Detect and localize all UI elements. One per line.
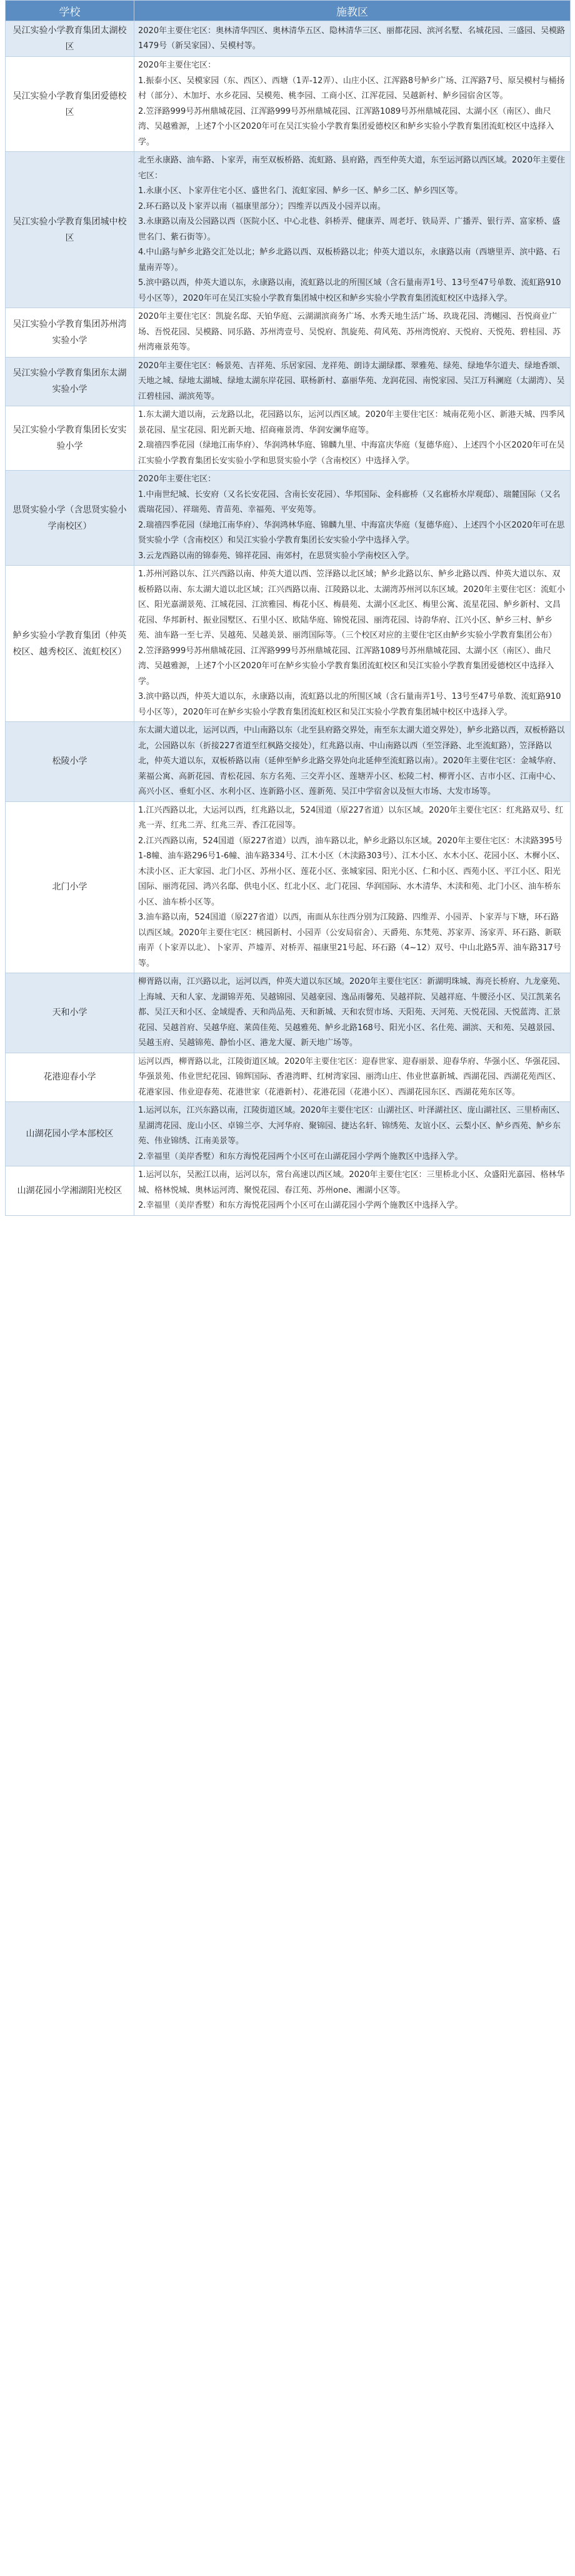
- school-name-cell: 山湖花园小学本部校区: [6, 1102, 134, 1166]
- area-paragraph: 2020年主要住宅区：奥林清华四区、奥林清华五区、隐林清华三区、丽都花园、滨河名墅、名城花园、三盛园、吴模路1479号（新吴家园）、吴模村等。: [138, 26, 566, 51]
- area-paragraph: 2.瑞禧四季花园（绿地江南华府）、华润鸿林华庭、锦麟九里、中海富庆华庭（复德华庭）、上述四个小区2020年可在思贤实验小学（含南校区）和吴江实验小学教育集团长安实验小学中选择入学。: [138, 520, 565, 545]
- area-paragraph: 2.幸福里（美岸香墅）和东方海悦花园两个小区可在山湖花园小学两个施教区中选择入学。: [138, 1201, 463, 1210]
- area-paragraph: 5.滨中路以西，仲英大道以东，永康路以南，流虹路以北的所围区域（含石量南弄1号、13号至47号单数、流虹路910号小区等），2020年可在吴江实验小学教育集团城中校区和鲈乡实验小学教育集团流虹校区中选择入学。: [138, 278, 561, 303]
- area-description-cell: [134, 152, 571, 308]
- school-name-cell: 吴江实验小学教育集团爱德校区: [6, 57, 134, 152]
- table-body: [6, 21, 571, 1216]
- school-district-table: [5, 0, 571, 1216]
- area-paragraph: 3.云龙西路以南的锦泰苑、锦祥花园、南郊村，在思贤实验小学南校区入学。: [138, 551, 414, 561]
- table-row: [6, 566, 571, 722]
- area-paragraph: 1.东太湖大道以南，云龙路以北，花园路以东，运河以西区域。2020年主要住宅区：城南花苑小区、新港天城、四季风景花园、星宝花园、阳光新天地、招商雍景湾、华润安澜华庭等。: [138, 410, 565, 435]
- school-name-cell: 吴江实验小学教育集团长安实验小学: [6, 406, 134, 471]
- area-paragraph: 2020年主要住宅区：畅景苑、吉祥苑、乐居家园、龙祥苑、朗诗太湖绿郡、翠雅苑、绿苑、绿地华尔道夫、绿地香颂、天地之城、绿地太湖城、绿地太湖东岸花园、联杨新村、嘉丽华苑、龙润花园、南悦家园、吴江万科澜庭（太湖湾）、吴江碧桂园、湖滨苑等。: [138, 361, 566, 401]
- area-description-cell: [134, 973, 571, 1053]
- table-row: [6, 152, 571, 308]
- area-description-cell: [134, 21, 571, 57]
- area-description-cell: [134, 801, 571, 973]
- table-row: [6, 357, 571, 406]
- area-description-cell: [134, 57, 571, 152]
- area-paragraph: 2.瑞禧四季花园（绿地江南华府）、华润鸿林华庭、锦麟九里、中海富庆华庭（复德华庭）、上述四个小区2020年可在吴江实验小学教育集团长安实验小学和思贤实验小学（含南校区）中选择入学。: [138, 441, 565, 466]
- table-row: [6, 722, 571, 802]
- area-paragraph: 1.中南世纪城、长安府（又名长安花园、含南长安花园）、华邦国际、金科廊桥（又名廊桥水岸观邸）、瑞麓国际（又名震瑞花园）、祥瑞苑、青苗苑、幸福苑、平安苑等。: [138, 489, 561, 514]
- table-row: [6, 1166, 571, 1216]
- area-paragraph: 2.笠泽路999号苏州鼎城花园、江浑路999号苏州鼎城花园、江浑路1089号苏州鼎城花园、太湖小区（南区）、曲尺湾、吴越雅源，上述7个小区2020年可在鲈乡实验小学教育集团流虹校区和吴江实验小学教育集团爱德校区中选择入学。: [138, 646, 554, 686]
- school-name-cell: 松陵小学: [6, 722, 134, 802]
- area-paragraph: 1.苏州河路以东、江兴西路以南、仲英大道以西、笠泽路以北区域；鲈乡北路以东、鲈乡北路以西、仲英大道以东、双板桥路以南、东太湖大道以北区域；江兴西路以南、江陵路以北、太湖湾苏州河以东区域。2020年主要住宅区：流虹小区、阳光嘉湖景苑、江城花园、江滨雅园、梅花小区、梅晨苑、太湖小区北区、梅里公寓、流星花园、鲈乡新村、文昌花园、华邦新村、振业园墅区、石里小区、欧陆华庭、锦悦花园、丽湾花园、诗韵华府、江兴小区、鲈乡三村、鲈乡苑、油车路一至七弄、吴越苑、吴越美景、丽湾国际等。（三个校区对应的主要住宅区由鲈乡实验小学教育集团公布）: [138, 569, 566, 640]
- area-paragraph: 2020年主要住宅区：: [138, 474, 216, 484]
- area-description-cell: [134, 1102, 571, 1166]
- table-row: [6, 973, 571, 1053]
- area-paragraph: 运河以西，柳胥路以北，江陵街道区域。2020年主要住宅区：迎春世家、迎春丽景、迎春华府、华强小区、华强花园、华强景苑、伟业世纪花园、锦辉国际、香港湾畔、红树湾家园、丽湾山庄、伟业世嘉新城、西湖花园、西湖花苑西区、花港家园、伟业迎春苑、花港世家（花港新村）、花港花园（花港小区）、西湖花园东区、西湖花苑东区等。: [138, 1056, 566, 1097]
- table-row: [6, 801, 571, 973]
- header-school: 学校: [6, 1, 134, 21]
- school-name-cell: 北门小学: [6, 801, 134, 973]
- area-paragraph: 1.运河以东，吴淞江以南，运河以东，常台高速以西区域。2020年主要住宅区：三里桥北小区、众盛阳光嘉园、格林华城、格林悦城、奥林运河湾、聚悦花园、春江苑、苏州one、湘湖小区等。: [138, 1170, 565, 1195]
- area-paragraph: 1.江兴西路以北，大运河以西，红兆路以北，524国道（原227省道）以东区域。2020年主要住宅区：红兆路双号、红兆一弄、红兆二弄、红兆三弄、香江花园等。: [138, 805, 564, 830]
- area-paragraph: 1.振泰小区、吴模家园（东、西区）、西塘（1弄-12弄）、山庄小区、江浑路8号鲈乡广场、江浑路7号、原吴模村与桶扬村（部分）、木加圩、水乡花园、吴模苑、桃李园、工商小区、江浑花园、吴越新村、鲈乡园宿舍区等。: [138, 76, 565, 101]
- area-description-cell: [134, 722, 571, 802]
- area-paragraph: 2020年主要住宅区：凯旋名邸、天铂华庭、云湖湖滨商务广场、水秀天地生活广场、玖珑花园、湾樾园、吾悦商业广场、吾悦花园、吴模路、同乐路、苏州湾壹号、吴悦府、凯旋苑、荷风苑、苏州湾悦府、天悦府、天悦苑、碧桂园、苏州湾雍景苑等。: [138, 312, 561, 352]
- school-name-cell: 吴江实验小学教育集团东太湖实验小学: [6, 357, 134, 406]
- school-name-cell: 思贤实验小学（含思贤实验小学南校区）: [6, 471, 134, 566]
- area-paragraph: 3.永康路以南及公园路以西（医院小区、中心北巷、斜桥弄、健康弄、周老圩、铁局弄、广播弄、银行弄、富家桥、盛世名门、紫石街等）。: [138, 217, 561, 242]
- area-paragraph: 1.永康小区、卜家弄住宅小区、盛世名门、流虹家园、鲈乡一区、鲈乡二区、鲈乡四区等。: [138, 186, 463, 196]
- area-paragraph: 2020年主要住宅区：: [138, 61, 216, 70]
- area-paragraph: 北至永康路、油车路、卜家弄，南至双板桥路、流虹路、县府路，西至仲英大道，东至运河路以西区域。2020年主要住宅区：: [138, 156, 566, 181]
- area-description-cell: [134, 357, 571, 406]
- area-description-cell: [134, 308, 571, 358]
- area-paragraph: 2.环石路以及卜家弄以南（福康里部分）；四维弄以西及小园弄以南。: [138, 201, 386, 211]
- area-paragraph: 3.滨中路以西，仲英大道以东，永康路以南，流虹路以北的所围区域（含石量南弄1号、13号至47号单数、流虹路910号小区等），2020年可在鲈乡实验小学教育集团流虹校区和吴江实验小学教育集团城中校区中选择入学。: [138, 692, 561, 717]
- area-description-cell: [134, 471, 571, 566]
- table-row: [6, 406, 571, 471]
- school-name-cell: 山湖花园小学湘湖阳光校区: [6, 1166, 134, 1216]
- table-row: [6, 1102, 571, 1166]
- area-description-cell: [134, 566, 571, 722]
- area-description-cell: [134, 1053, 571, 1102]
- school-name-cell: 吴江实验小学教育集团太湖校区: [6, 21, 134, 57]
- school-name-cell: 天和小学: [6, 973, 134, 1053]
- area-paragraph: 2.笠泽路999号苏州鼎城花园、江浑路999号苏州鼎城花园、江浑路1089号苏州鼎城花园、太湖小区（南区）、曲尺湾、吴越雅源，上述7个小区2020年可在吴江实验小学教育集团爱德校区和鲈乡实验小学教育集团流虹校区中选择入学。: [138, 106, 554, 147]
- area-description-cell: [134, 406, 571, 471]
- area-paragraph: 柳胥路以南，江兴路以北，运河以西，仲英大道以东区域。2020年主要住宅区：新湖明珠城、海亮长桥府、九龙豪苑、上海城、天和人家、龙湖锦弄苑、吴越锦园、吴越豪园、逸品雨馨苑、吴越祥院、吴越祥庭、牛腰泾小区、吴江凯莱名都、吴江天和小区、金域缇香、天和尚品苑、天和新城、天和农贸市场、天阳苑、天河苑、天悦花园、天悦蓝湾、汇景花园、吴越首府、吴越华庭、莱茵佳苑、吴越雅苑、鲈乡北路168号、阳光小区、名仕苑、湖滨、天和苑、吴越景园、吴越玉府、吴越锦苑、静怡小区、港龙大厦、新天地广场等。: [138, 977, 566, 1048]
- table-row: [6, 308, 571, 358]
- area-paragraph: 1.运河以东，江兴东路以南，江陵街道区域。2020年主要住宅区：山湖社区、叶泽湖社区、庞山湖社区、三里桥南区、星湖湾花园、庞山小区、卓锦兰亭、大河华府、聚锦园、捷达名轩、锦绣苑、友谊小区、云梨小区、鲈乡西苑、鲈乡东苑、伟业锦绣、江南美景等。: [138, 1106, 565, 1146]
- area-description-cell: [134, 1166, 571, 1216]
- table-row: [6, 57, 571, 152]
- table-row: [6, 471, 571, 566]
- area-paragraph: 3.油车路以南，524国道（原227省道）以西，南面从东往西分别为江陵路、四维弄、小园弄、卜家弄与下塘，环石路以西区域。2020年主要住宅区：桃园新村、小园弄（公安局宿舍）、天爵苑、东梵苑、苏家弄、汤家弄、环石路、新联南弄（卜家弄以北）、卜家弄、芦墟弄、对桥弄、福康里21号起、环石路（4~12）双号、中山北路5弄、油车路317号等。: [138, 913, 561, 968]
- school-name-cell: 花港迎春小学: [6, 1053, 134, 1102]
- header-area: 施教区: [134, 1, 571, 21]
- area-paragraph: 2.幸福里（美岸香墅）和东方海悦花园两个小区可在山湖花园小学两个施教区中选择入学。: [138, 1151, 463, 1161]
- area-paragraph: 东太湖大道以北，运河以西，中山南路以东（北至县府路交界处，南至东太湖大道交界处），鲈乡北路以西，双板桥路以北，公园路以东（折接227省道至红枫路交接处），红兆路以南、中山南路以西（至笠泽路、北至流虹路），笠泽路以北，仲英大道以东，双板桥路以南（延伸至鲈乡北路交界处向北延伸至流虹路以南）。2020年主要住宅区：金城华府、莱福公寓、高新花园、青松花园、东方名苑、三交弄小区、莲塘弄小区、松陵二村、柳胥小区、吉市小区、江南中心、高兴小区、垂虹小区、水利小区、连新路小区、莲新苑、吴江中学宿舍以及恒大市场、大发市场等。: [138, 726, 565, 796]
- school-name-cell: 吴江实验小学教育集团城中校区: [6, 152, 134, 308]
- school-name-cell: 吴江实验小学教育集团苏州湾实验小学: [6, 308, 134, 358]
- area-paragraph: 2.江兴西路以南，524国道（原227省道）以西，油车路以北，鲈乡北路以东区域。2020年主要住宅区：木渎路395号1-8幢、油车路296号1-6幢、油车路334号、江木小区（木渎路303号）、江木小区、水木小区、花园小区、木樨小区、木渎小区、正大家园、北门小区、苏州小区、莲花小区、张城家园、阳光小区、仁和小区、西苑小区、平江小区、阳光国际、丽湾花园、鸿兴名邸、供电小区、红北小区、北门花园、华润国际、水木清华、木渎和苑、北门小区、油车桥东小区、油车桥小区等。: [138, 836, 565, 907]
- table-header-row: [6, 1, 571, 21]
- school-name-cell: 鲈乡实验小学教育集团（仲英校区、越秀校区、流虹校区）: [6, 566, 134, 722]
- table-row: [6, 21, 571, 57]
- table-row: [6, 1053, 571, 1102]
- area-paragraph: 4.中山路与鲈乡北路交汇处以北；鲈乡北路以西、双板桥路以北；仲英大道以东，永康路以南（西塘里弄、滨中路、石量南弄等）。: [138, 248, 561, 273]
